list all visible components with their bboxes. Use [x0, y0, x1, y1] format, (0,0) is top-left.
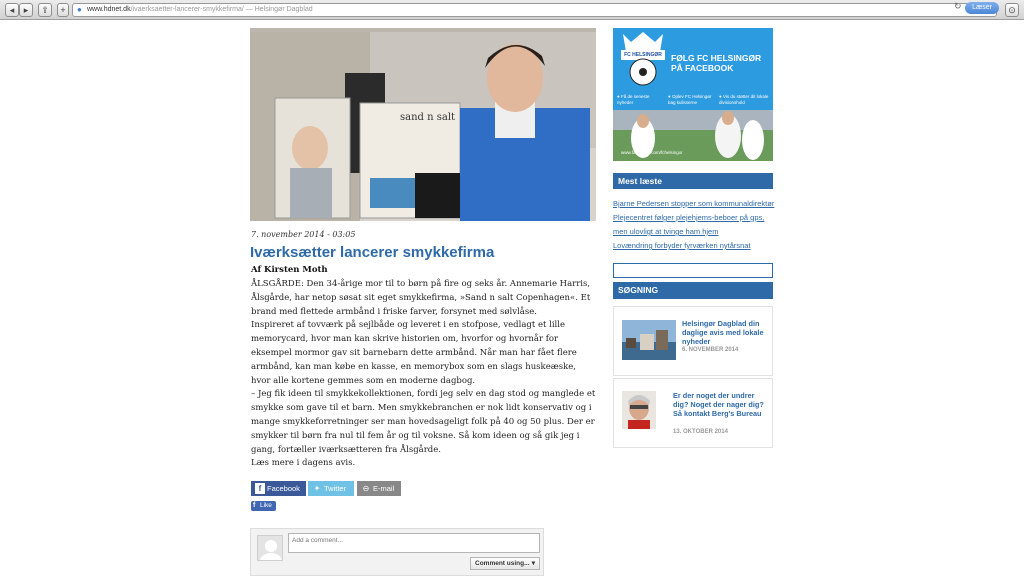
card-thumbnail [622, 391, 656, 429]
ad-headline-1: FØLG FC HELSINGØR [671, 53, 762, 63]
like-label: Like [260, 502, 272, 509]
hero-sign-text: sand n salt [400, 112, 456, 123]
most-read-link[interactable]: Plejecentret følger plejehjems-beboer på gps, men ulovligt at tvinge ham hjem [613, 213, 765, 236]
chevron-down-icon: ▾ [531, 560, 535, 567]
address-bar[interactable] [72, 3, 997, 17]
share-email-label: E-mail [373, 484, 395, 493]
fc-helsingor-ad[interactable] [613, 28, 773, 161]
article-headline: Iværksætter lancerer smykkefirma [250, 244, 495, 261]
article-paragraph: Læs mere i dagens avis. [251, 458, 356, 469]
facebook-like-icon: f [253, 502, 256, 509]
card-date: 6. NOVEMBER 2014 [682, 347, 739, 353]
facebook-like-button[interactable] [251, 501, 276, 511]
sidebar-card[interactable] [613, 378, 773, 448]
page-title: — Helsingør Dagblad [245, 6, 313, 13]
share-button[interactable]: ⇪ [38, 3, 52, 17]
article-body [251, 278, 597, 471]
share-twitter-label: Twitter [324, 484, 347, 493]
search-input[interactable] [613, 263, 773, 278]
ad-bullet: ● Få de seneste nyheder [617, 94, 650, 105]
back-button[interactable]: ◂ [5, 3, 19, 17]
ad-bullet: ● Oplev FC Helsingør bag kulisserne [668, 94, 712, 105]
browser-toolbar [0, 0, 1024, 20]
ad-headline-2: PÅ FACEBOOK [671, 63, 734, 73]
globe-icon: ● [77, 5, 82, 14]
sidebar-card[interactable] [613, 306, 773, 376]
reader-button[interactable]: Læser [965, 2, 999, 14]
article-hero-image [250, 28, 596, 221]
most-read-link[interactable]: Lovændring forbyder fyrværkeri nytårsnat [613, 241, 751, 250]
comment-box [250, 528, 544, 576]
article-paragraph: ÅLSGÅRDE: Den 34-årige mor til to børn på fire og seks år. Annemarie Harris, Ålsgårde, har netop søsat sit eget smykkefirma, »Sand n salt Copenhagen«. Et brand med flettede armbånd i friske farver, forsynet med sølvlåse. [251, 279, 591, 317]
ad-footer-url: www.facebook.com/fchelsingor [621, 150, 683, 155]
ad-bullet-icon: ● [617, 94, 620, 99]
ad-bullet: ● Vis du støtter dit lokale divisionshold [719, 94, 769, 105]
new-tab-button[interactable]: + [57, 3, 69, 17]
avatar [257, 535, 283, 561]
reload-icon[interactable]: ↻ [954, 1, 962, 11]
card-title[interactable]: Er der noget der undrer dig? Noget der nager dig? Så kontakt Berg's Bureau [673, 391, 764, 418]
twitter-icon: ✦ [313, 484, 321, 493]
article-paragraph: Inspireret af tovværk på sejlbåde og leveret i en stofpose, vedlagt et lille memorycard, hvor man kan skrive historien om, hvorfor og hvornår for eksempel mormor gav sit barnebarn dette armbånd. Når man har fået flere armbånd, kan man købe en kasse, en memorybox som en slags huskeæske, hvor alle kortene gemmes som en moderne dagbog. [251, 320, 577, 386]
most-read-list [613, 197, 775, 253]
email-icon: ⊖ [362, 484, 370, 493]
article-date: 7. november 2014 - 03:05 [251, 230, 356, 239]
downloads-button[interactable]: ⊙ [1005, 3, 1019, 17]
url-domain: www.hdnet.dk [87, 6, 131, 13]
share-facebook-label: Facebook [267, 484, 300, 493]
ad-bullet-icon: ● [668, 94, 671, 99]
share-twitter-button[interactable] [308, 481, 354, 496]
comment-input[interactable]: Add a comment... [288, 533, 540, 553]
url-path: /ivaerksaetter-lancerer-smykkefirma/ [130, 6, 244, 13]
forward-button[interactable]: ▸ [19, 3, 33, 17]
card-title[interactable]: Helsingør Dagblad din daglige avis med lokale nyheder [682, 319, 764, 346]
article-byline: Af Kirsten Moth [251, 265, 328, 275]
article-paragraph: – Jeg fik ideen til smykkekollektionen, fordi jeg selv en dag stod og manglede et smykke som gave til et barn. Men smykkebranchen er nok lidt konservativ og i mange smykkeforretninger ser man hovedsageligt folk på 40 og 50 plus. Der er smykker til børn fra nul til fem år og til voksne. Så kom ideen og så gik jeg i gang, fortæller iværksætteren fra Ålsgårde. [251, 389, 596, 455]
search-heading: SØGNING [613, 282, 773, 299]
card-date: 13. OKTOBER 2014 [673, 429, 728, 435]
comment-using-dropdown[interactable] [470, 557, 540, 570]
share-facebook-button[interactable] [251, 481, 306, 496]
comment-using-label: Comment using... [475, 560, 530, 567]
most-read-link[interactable]: Bjarne Pedersen stopper som kommunaldirektør [613, 199, 775, 208]
most-read-heading: Mest læste [613, 173, 773, 189]
ad-bullet-icon: ● [719, 94, 722, 99]
card-thumbnail [622, 320, 676, 360]
share-email-button[interactable] [357, 481, 401, 496]
ad-logo-text: FC HELSINGØR [624, 52, 662, 58]
facebook-icon: f [255, 483, 265, 494]
